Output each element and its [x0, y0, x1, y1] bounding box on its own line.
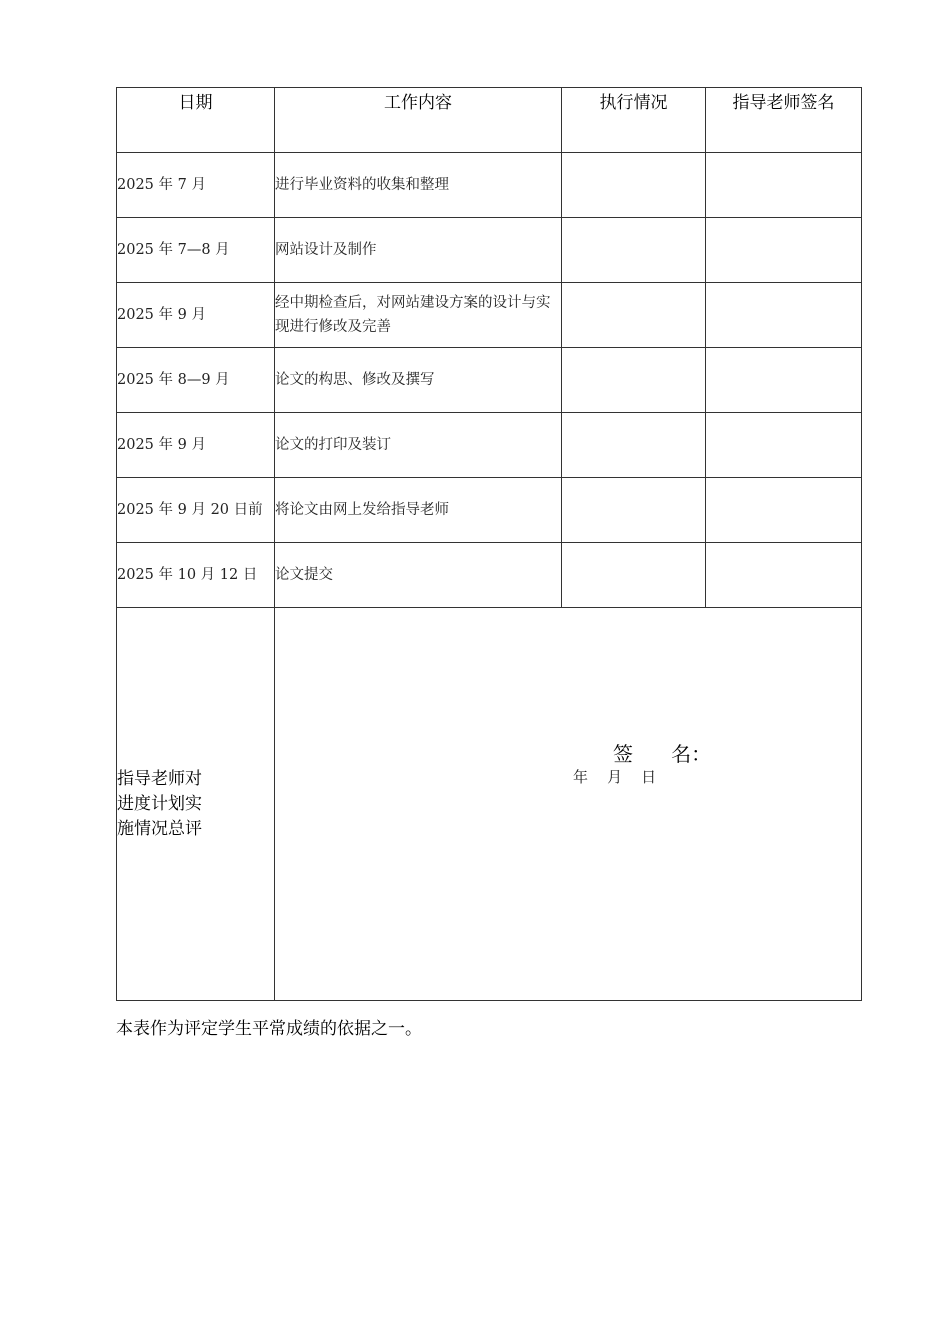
evaluation-label: 指导老师对进度计划实施情况总评 — [117, 769, 202, 839]
footnote: 本表作为评定学生平常成绩的依据之一。 — [116, 1019, 422, 1039]
evaluation-label-cell — [117, 608, 275, 1001]
table-row — [117, 543, 862, 608]
evaluation-body — [275, 608, 862, 1001]
row-signature-cell — [706, 218, 862, 283]
row-date: 2025 年 9 月 — [117, 413, 275, 478]
row-content: 将论文由网上发给指导老师 — [275, 478, 562, 543]
row-signature-cell — [706, 283, 862, 348]
row-date: 2025 年 9 月 — [117, 283, 275, 348]
row-signature-cell — [706, 543, 862, 608]
row-content: 论文的构思、修改及撰写 — [275, 348, 562, 413]
row-content: 经中期检查后，对网站建设方案的设计与实现进行修改及完善 — [275, 283, 562, 348]
row-status-cell — [562, 478, 706, 543]
row-content: 论文的打印及装订 — [275, 413, 562, 478]
header-content: 工作内容 — [275, 88, 562, 153]
row-status-cell — [562, 543, 706, 608]
row-date: 2025 年 9 月 20 日前 — [117, 478, 275, 543]
row-signature-cell — [706, 348, 862, 413]
table-row — [117, 218, 862, 283]
row-status-cell — [562, 348, 706, 413]
signature-label: 签 名： — [613, 742, 712, 766]
table-row — [117, 348, 862, 413]
table-row — [117, 478, 862, 543]
row-date: 2025 年 7 月 — [117, 153, 275, 218]
row-date: 2025 年 7—8 月 — [117, 218, 275, 283]
progress-schedule-table — [116, 87, 862, 1001]
row-content: 进行毕业资料的收集和整理 — [275, 153, 562, 218]
table-row — [117, 413, 862, 478]
row-date: 2025 年 8—9 月 — [117, 348, 275, 413]
header-signature: 指导老师签名 — [706, 88, 862, 153]
table-header-row — [117, 88, 862, 153]
evaluation-row — [117, 608, 862, 1001]
row-status-cell — [562, 218, 706, 283]
table-row — [117, 153, 862, 218]
signature-date-label: 年 月 日 — [573, 768, 657, 786]
row-content: 网站设计及制作 — [275, 218, 562, 283]
table-row — [117, 283, 862, 348]
row-status-cell — [562, 153, 706, 218]
row-content: 论文提交 — [275, 543, 562, 608]
row-signature-cell — [706, 413, 862, 478]
row-date: 2025 年 10 月 12 日 — [117, 543, 275, 608]
row-signature-cell — [706, 478, 862, 543]
header-date: 日期 — [117, 88, 275, 153]
row-status-cell — [562, 283, 706, 348]
row-signature-cell — [706, 153, 862, 218]
header-status: 执行情况 — [562, 88, 706, 153]
row-status-cell — [562, 413, 706, 478]
